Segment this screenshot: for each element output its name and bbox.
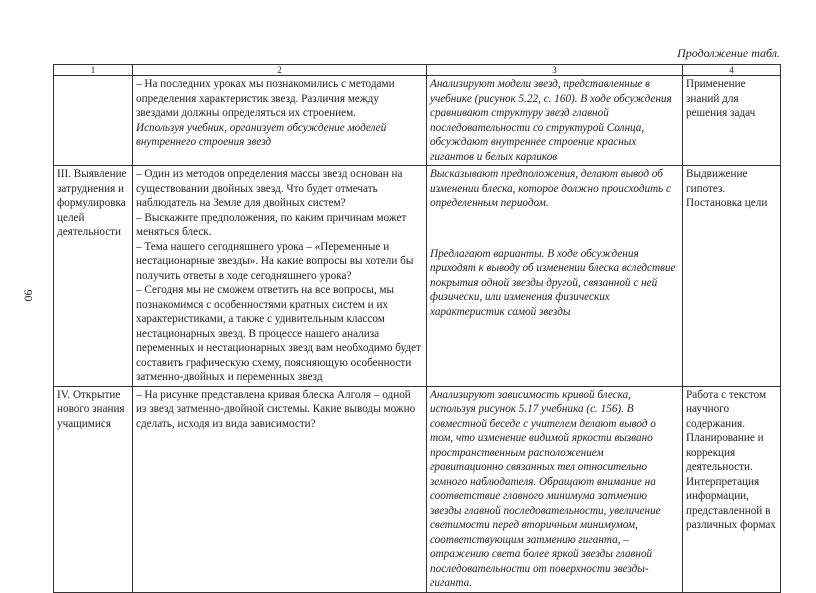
teacher-text: – Один из методов определения массы звезд основан на существовании двойных звезд. Что будет отмечать наблюдатель на Земле для двойных систем? [136,168,403,209]
student-text: Анализируют модели звезд, представленные в учебнике (рисунок 5.22, с. 160). В ходе обсуждения сравнивают структуру звезд главной последовательности со структурой Солнца, обсуждают внутреннее строение красных гигантов и белых карликов [430,78,672,163]
outcome-cell: Выдвижение гипотез. Постановка цели [683,166,781,387]
student-text: Высказывают предположения, делают вывод об изменении блеска, которое должно происходить с определенным периодом. [430,168,671,209]
stage-cell: IV. Открытие нового знания учащимися [54,386,133,592]
teacher-activity-cell [133,76,427,166]
student-text: Предлагают варианты. В ходе обсуждения приходят к выводу об изменении блеска вследствие покрытия одной звезды другой, связанной с ней физически, или изменения физических характеристик самой звезды [430,247,676,318]
teacher-text: – На последних уроках мы познакомились с методами определения характеристик звезд. Различия между звездами должны определяться их строением. [136,78,395,119]
teacher-activity-cell [133,166,427,387]
stage-cell: III. Выявление затруднения и формулировка целей деятельности [54,166,133,387]
outcome-cell: Применение знаний для решения задач [683,76,781,166]
header-cell: 3 [427,65,683,76]
teacher-text: – На рисунке представлена кривая блеска Алголя – одной из звезд затменно-двойной системы. Какие выводы можно сделать, исходя из вида зависимости? [136,388,416,430]
header-row [54,65,781,76]
student-text: Анализируют зависимость кривой блеска, используя рисунок 5.17 учебника (с. 156). В совместной беседе с учителем делают вывод о том, что изменение видимой яркости вызвано пространственным расположением гравитационно связанных тел относительно земного наблюдателя. Обращают внимание на соответствие главного минимума затмению звезды главной последовательности, увеличение светимости перед вторичным минимумом, соответствующим затмению гиганта, – отражению света более яркой звезды главной последовательности от поверхности звезды-гиганта. [430,388,661,589]
continuation-label: Продолжение табл. [677,46,780,60]
outcome-cell: Работа с текстом научного содержания. Планирование и коррекция деятельности. Интерпретация информации, представленной в различных формах [683,386,781,592]
lesson-table [53,64,781,593]
header-cell: 2 [133,65,427,76]
teacher-text: – Выскажите предположения, по каким причинам может меняться блеск. [136,211,407,238]
teacher-activity-cell [133,386,427,592]
student-activity-cell [427,76,683,166]
student-activity-cell [427,386,683,592]
table-row [54,386,781,592]
teacher-italic-text: Используя учебник, организует обсуждение моделей внутреннего строения звезд [136,121,387,148]
teacher-text: – Тема нашего сегодняшнего урока – «Переменные и нестационарные звезды». На какие вопросы вы хотели бы получить ответы в ходе сегодняшнего урока? [136,240,414,282]
header-cell: 4 [683,65,781,76]
student-activity-cell [427,166,683,387]
header-cell: 1 [54,65,133,76]
teacher-text: – Сегодня мы не сможем ответить на все вопросы, мы познакомимся с особенностями кратных систем и их характеристиками, а также с удивительным классом нестационарных звезд. В процессе нашего анализа переменных и нестационарных звезд вам необходимо будет составить графическую схему, поясняющую особенности затменно-двойных и переменных звезд [136,284,421,383]
table-row [54,76,781,166]
page-number: 90 [21,289,36,302]
stage-cell [54,76,133,166]
table-row [54,166,781,387]
